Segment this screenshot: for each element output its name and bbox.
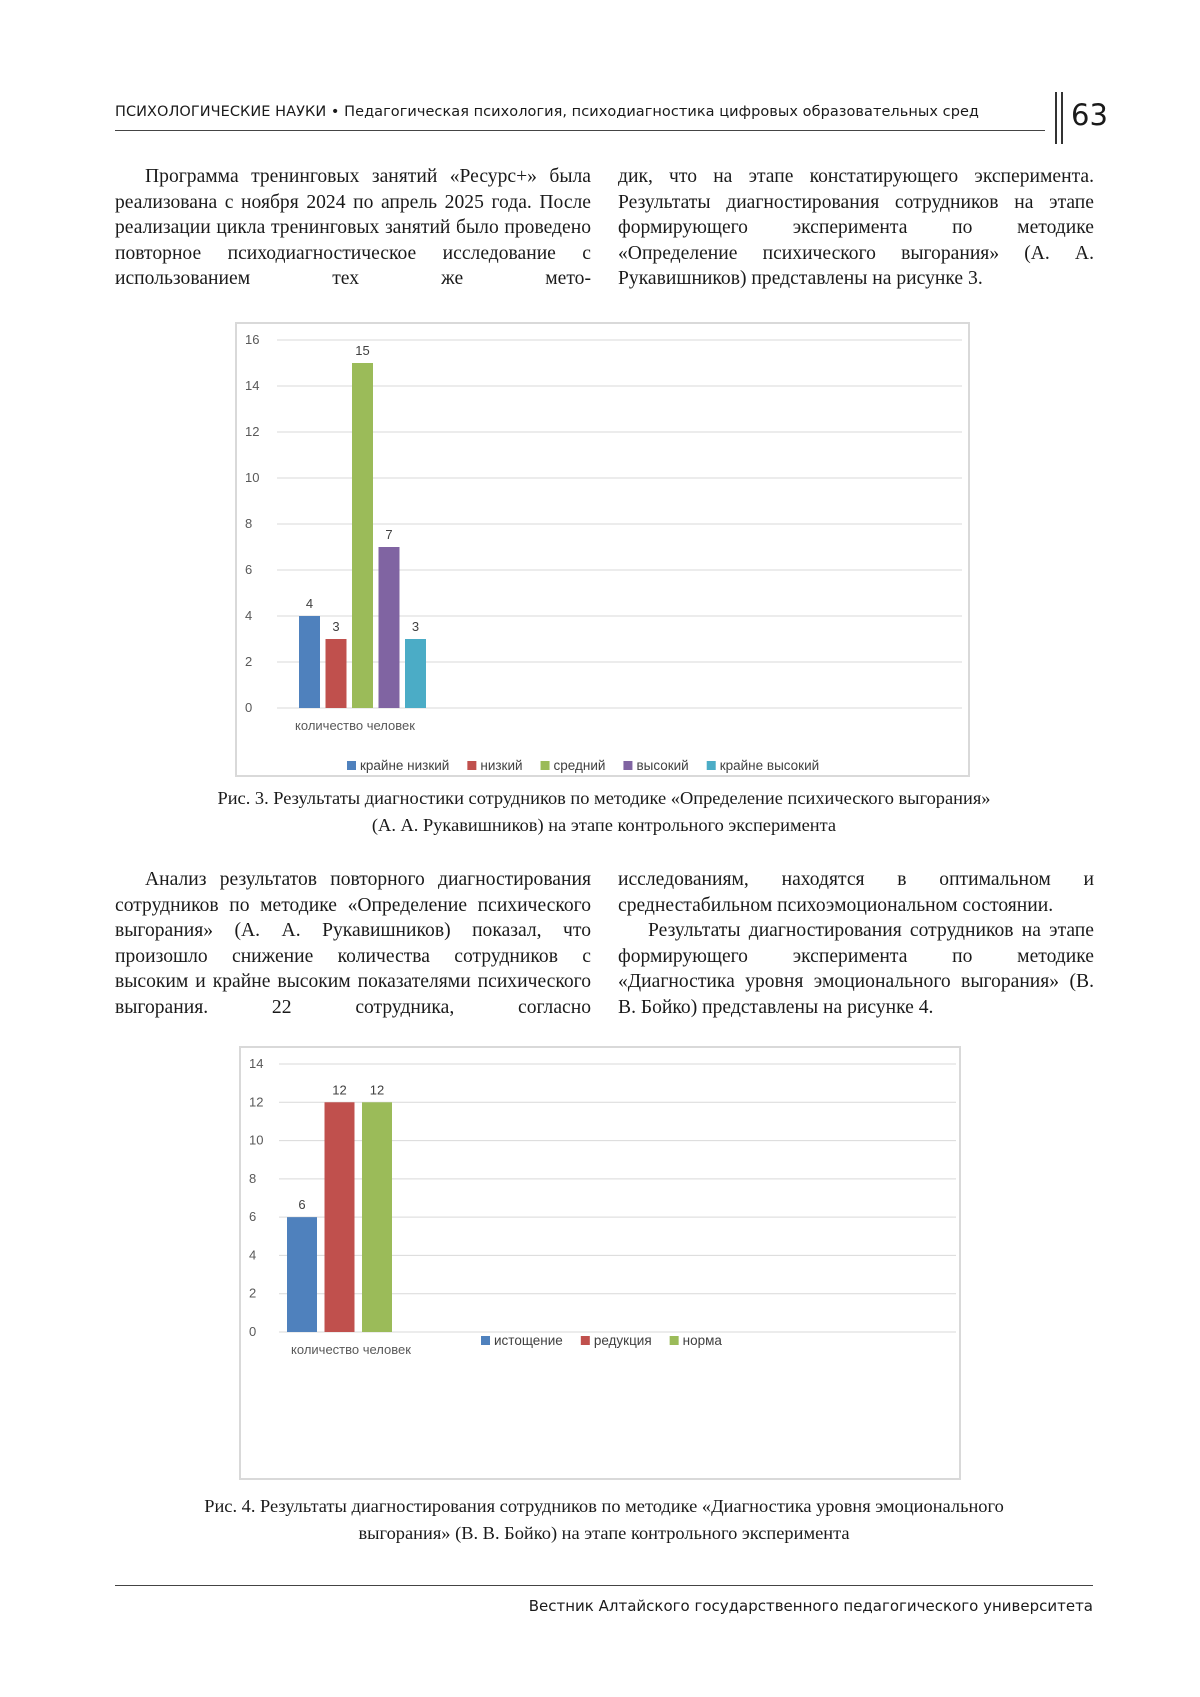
bar-высокий (379, 547, 400, 708)
data-label: 7 (385, 527, 393, 542)
y-tick-label: 2 (245, 654, 253, 669)
legend-label: средний (553, 758, 606, 773)
data-label: 6 (298, 1197, 306, 1213)
y-tick-label: 14 (249, 1056, 264, 1071)
data-label: 12 (369, 1082, 385, 1098)
legend-swatch (347, 761, 356, 770)
figure-4-svg (241, 1048, 959, 1478)
footer-rule (115, 1585, 1093, 1586)
legend-swatch (581, 1336, 590, 1345)
header-vertical-bar (1061, 92, 1063, 144)
bar-норма (362, 1102, 392, 1332)
figure-3-caption (115, 785, 1093, 839)
caption-line: Рис. 4. Результаты диагностирования сотрудников по методике «Диагностика уровня эмоционального (204, 1496, 1004, 1516)
y-tick-label: 8 (245, 516, 253, 531)
y-tick-label: 6 (245, 562, 253, 577)
x-category-label: количество человек (291, 1342, 411, 1357)
caption-line: выгорания» (В. В. Бойко) на этапе контрольного эксперимента (358, 1523, 850, 1543)
paragraph: Программа тренинговых занятий «Ресурс+» была реализована с ноября 2024 по апрель 2025 года. После реализации цикла тренинговых занятий было проведено повторное психодиагностическое исследование с использованием тех же мето- (115, 166, 591, 290)
legend-swatch (481, 1336, 490, 1345)
paragraph: дик, что на этапе констатирующего эксперимента. Результаты диагностирования сотрудников на этапе формирующего эксперимента по методике «Определение психического выгорания» (А. А. Рукавишников) представлены на рисунке 3. (618, 166, 1094, 290)
text-column-left-bottom (115, 867, 591, 1021)
y-tick-label: 10 (245, 470, 260, 485)
header-rule (115, 130, 1045, 131)
paragraph: Результаты диагностирования сотрудников на этапе формирующего эксперимента по методике «Диагностика уровня эмоционального выгорания» (В. В. Бойко) представлены на рисунке 4. (618, 920, 1094, 1018)
page-number: 63 (1071, 98, 1108, 132)
y-tick-label: 12 (249, 1094, 264, 1110)
bar-крайне-высокий (405, 639, 426, 708)
y-tick-label: 4 (249, 1247, 257, 1263)
figure-3-svg (237, 324, 968, 775)
text-column-right-top (618, 164, 1094, 292)
figure-4-chart (239, 1046, 961, 1480)
bar-средний (352, 363, 373, 708)
header-section: ПСИХОЛОГИЧЕСКИЕ НАУКИ (115, 104, 327, 120)
legend-label: низкий (480, 758, 523, 773)
caption-line: (А. А. Рукавишников) на этапе контрольного эксперимента (371, 815, 837, 835)
y-tick-label: 6 (249, 1209, 257, 1225)
legend-label: крайне высокий (719, 758, 820, 773)
legend-swatch (541, 761, 550, 770)
caption-line: Рис. 3. Результаты диагностики сотрудников по методике «Определение психического выгорания» (217, 788, 991, 808)
bar-низкий (326, 639, 347, 708)
data-label: 4 (305, 596, 314, 611)
paragraph: Анализ результатов повторного диагностирования сотрудников по методике «Определение психического выгорания» (А. А. Рукавишников) показал, что произошло снижение количества сотрудников с высоким и крайне высоким показателями психического выгорания. 22 сотрудника, согласно (115, 869, 591, 1018)
legend-label: истощение (494, 1333, 563, 1348)
legend-label: крайне низкий (360, 758, 450, 773)
data-label: 15 (355, 343, 370, 358)
y-tick-label: 4 (245, 608, 253, 623)
y-tick-label: 16 (245, 332, 260, 347)
text-column-left-top (115, 164, 591, 292)
legend-swatch (707, 761, 716, 770)
text-column-right-bottom (618, 867, 1094, 1021)
legend-swatch (467, 761, 476, 770)
figure-3-chart (235, 322, 970, 777)
paragraph: исследованиям, находятся в оптимальном и среднестабильном психоэмоциональном состоянии. (618, 869, 1094, 916)
figure-4-caption (115, 1493, 1093, 1547)
legend-swatch (623, 761, 632, 770)
y-tick-label: 0 (245, 700, 253, 715)
y-tick-label: 2 (249, 1285, 257, 1301)
legend-label: редукция (593, 1333, 652, 1348)
legend-swatch (670, 1336, 679, 1345)
y-tick-label: 10 (249, 1132, 264, 1148)
legend-label: высокий (636, 758, 689, 773)
y-tick-label: 0 (249, 1324, 257, 1339)
data-label: 12 (332, 1082, 347, 1098)
header-bullet: • (330, 104, 340, 120)
bar-редукция (325, 1102, 355, 1332)
data-label: 3 (411, 619, 420, 634)
y-tick-label: 14 (245, 378, 260, 393)
legend-label: норма (682, 1333, 722, 1348)
bar-истощение (287, 1217, 317, 1332)
y-tick-label: 12 (245, 424, 260, 439)
header-subsection: Педагогическая психология, психодиагностика цифровых образовательных сред (344, 104, 979, 120)
x-category-label: количество человек (295, 718, 415, 733)
y-tick-label: 8 (249, 1170, 257, 1186)
running-header (115, 104, 1045, 120)
footer-journal-title: Вестник Алтайского государственного педагогического университета (528, 1597, 1093, 1615)
header-vertical-bar (1055, 92, 1057, 144)
data-label: 3 (332, 619, 340, 634)
bar-крайне-низкий (299, 616, 320, 708)
